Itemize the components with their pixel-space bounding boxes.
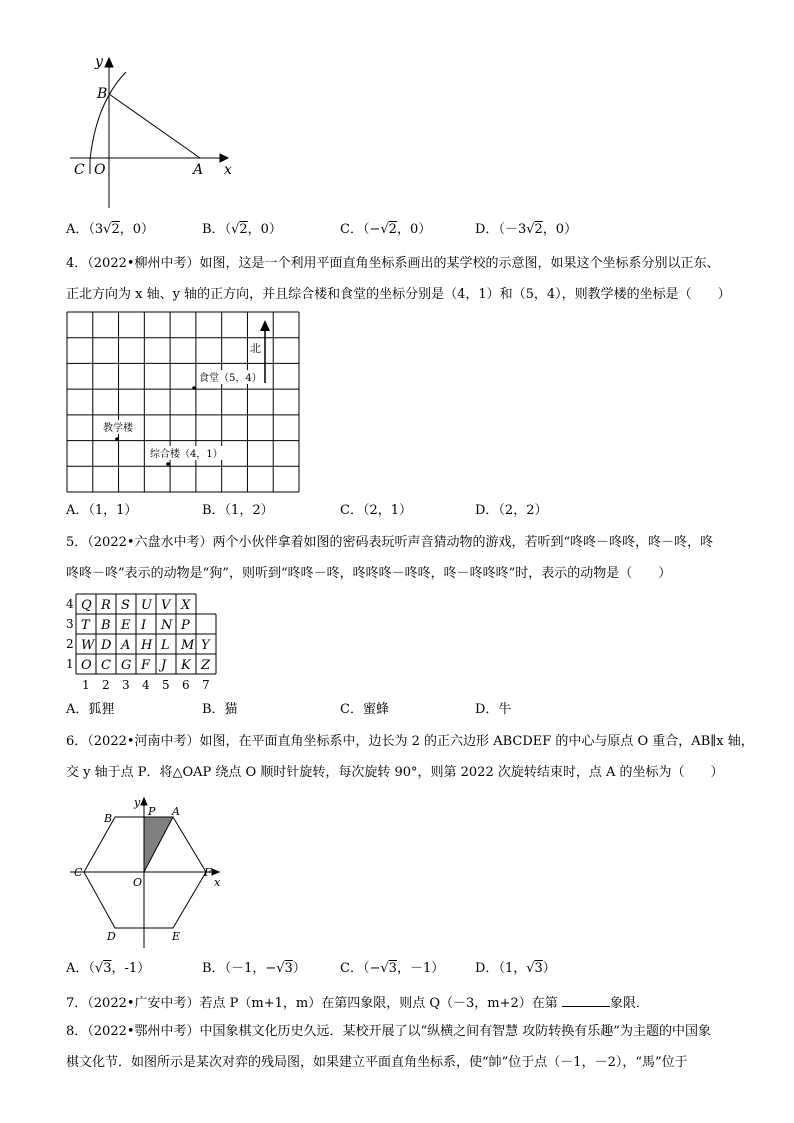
q5-option-b: B．猫 xyxy=(202,702,238,717)
q5-row-number: 4 xyxy=(66,597,74,611)
q3-label-y: y xyxy=(95,54,103,70)
q5-col-number: 4 xyxy=(142,678,150,692)
q6-triangle-oap xyxy=(144,817,173,872)
q3-option-c: C．（−√2，0） xyxy=(340,222,432,237)
q5-cell-letter: L xyxy=(161,638,170,653)
q6-text-line-2: 交 y 轴于点 P．将△OAP 绕点 O 顺时针旋转，每次旋转 90°，则第 2022 次旋转结束时，点 A 的坐标为（ ） xyxy=(66,765,724,780)
q6-option-b: B．（－1，−√3） xyxy=(202,961,306,976)
q3-option-a: A．（3√2，0） xyxy=(66,222,155,237)
q5-cell-letter: N xyxy=(161,618,173,633)
q6-option-a: A．（√3，-1） xyxy=(66,961,151,976)
q5-cell-letter: P xyxy=(181,618,190,633)
q6-option-d: D．（1，√3） xyxy=(475,961,556,976)
q5-col-number: 7 xyxy=(202,678,210,692)
q6-label-p: P xyxy=(148,805,156,818)
q5-cell-letter: W xyxy=(81,638,95,653)
q7-answer-blank[interactable] xyxy=(562,994,610,1007)
q5-cell-letter: T xyxy=(81,618,90,633)
q4-text-line-2: 正北方向为 x 轴、y 轴的正方向，并且综合楼和食堂的坐标分别是（4，1）和（5，4），则教学楼的坐标是（ ） xyxy=(66,287,731,302)
q3-arc xyxy=(90,72,126,174)
q5-cell-letter: C xyxy=(101,658,111,673)
q4-option-c: C．（2，1） xyxy=(340,503,412,518)
q6-label-b: B xyxy=(104,812,113,825)
q5-cell-letter: S xyxy=(121,598,130,613)
q4-canteen-label: 食堂（5，4） xyxy=(199,373,262,384)
q4-complex-label: 综合楼（4，1） xyxy=(150,449,223,460)
q5-text-line-2: 咚咚－咚”表示的动物是“狗”，则听到“咚咚－咚，咚咚咚－咚咚，咚－咚咚咚”时，表示的动物是（ ） xyxy=(66,566,672,581)
q6-y-arrow xyxy=(141,798,147,805)
q5-row-number: 2 xyxy=(66,637,74,651)
q4-teaching-dot xyxy=(115,437,119,441)
q4-north-arrow-head xyxy=(260,320,270,331)
q5-col-number: 3 xyxy=(122,678,130,692)
q5-cell-letter: E xyxy=(121,618,131,633)
q5-cell-letter: F xyxy=(141,658,151,673)
q5-cell-letter: M xyxy=(181,638,195,653)
q5-cell-letter: K xyxy=(181,658,191,673)
q5-col-number: 1 xyxy=(82,678,90,692)
q3-option-d: D．（－3√2，0） xyxy=(475,222,578,237)
q4-option-d: D．（2，2） xyxy=(475,503,548,518)
q6-label-y: y xyxy=(134,796,141,809)
q5-cell-letter: O xyxy=(81,658,92,673)
q3-y-arrow xyxy=(105,58,113,67)
q5-row-number: 3 xyxy=(66,617,74,631)
q5-cell-letter: V xyxy=(161,598,171,613)
q5-cell-letter: B xyxy=(101,618,111,633)
q5-cell-letter: A xyxy=(121,638,131,653)
q5-option-a: A．狐狸 xyxy=(66,702,115,717)
q5-cell-letter: Q xyxy=(81,598,92,613)
q5-col-number: 2 xyxy=(102,678,110,692)
q7-text-post: 象限． xyxy=(609,996,649,1011)
q6-label-e: E xyxy=(172,930,181,943)
q5-option-c: C．蜜蜂 xyxy=(340,702,389,717)
q5-cell-letter: X xyxy=(181,598,191,613)
q3-label-o: O xyxy=(94,162,106,178)
q5-row-number: 1 xyxy=(66,657,74,671)
q6-label-x: x xyxy=(214,876,221,889)
q3-label-c: C xyxy=(74,162,85,178)
q5-col-number: 5 xyxy=(162,678,170,692)
q5-col-number: 6 xyxy=(182,678,190,692)
q4-option-a: A．（1，1） xyxy=(66,503,138,518)
q6-x-arrow xyxy=(212,869,219,875)
q5-table-text xyxy=(66,597,211,692)
q5-cell-letter: I xyxy=(141,618,147,633)
q6-label-c: C xyxy=(74,866,83,879)
q5-text-line-1: 5．（2022•六盘水中考）两个小伙伴拿着如图的密码表玩听声音猜动物的游戏，若听到“咚咚－咚咚，咚－咚，咚 xyxy=(66,535,714,550)
q4-canteen-dot xyxy=(192,386,196,390)
q5-cell-letter: U xyxy=(141,598,152,613)
q8-text-line-2: 棋文化节．如图所示是某次对弈的残局图，如果建立平面直角坐标系，使“帥”位于点（－1，－2），“馬”位于 xyxy=(66,1055,688,1070)
q5-cell-letter: Z xyxy=(201,658,211,673)
q4-option-b: B．（1，2） xyxy=(202,503,274,518)
q3-figure xyxy=(60,48,240,213)
q5-cell-letter: H xyxy=(141,638,153,653)
q5-cell-letter: D xyxy=(101,638,112,653)
q7-text-pre: 7．（2022•广安中考）若点 P（m+1，m）在第四象限，则点 Q（－3，m+2）在第 xyxy=(66,996,562,1011)
q4-grid-lines xyxy=(67,312,299,492)
q6-label-d: D xyxy=(107,930,116,943)
q3-segment-ba xyxy=(109,94,200,158)
q4-school-grid-figure xyxy=(66,311,300,493)
q6-hexagon-figure xyxy=(66,790,236,952)
q5-option-d: D．牛 xyxy=(475,702,512,717)
q5-code-table xyxy=(62,592,222,692)
q4-teaching-label: 教学楼 xyxy=(103,423,133,434)
q4-text-line-1: 4．（2022•柳州中考）如图，这是一个利用平面直角坐标系画出的某学校的示意图，如果这个坐标系分别以正东、 xyxy=(66,256,720,271)
q5-cell-letter: G xyxy=(121,658,132,673)
q3-x-arrow xyxy=(220,154,228,162)
q5-cell-letter: J xyxy=(161,658,167,673)
q6-label-a: A xyxy=(172,805,180,818)
q5-cell-letter: R xyxy=(101,598,111,613)
q6-label-f: F xyxy=(204,866,212,879)
q5-cell-letter: Y xyxy=(201,638,210,653)
q8-text-line-1: 8．（2022•鄂州中考）中国象棋文化历史久远．某校开展了以“纵横之间有智慧 攻防转换有乐趣”为主题的中国象 xyxy=(66,1024,711,1039)
q3-label-b: B xyxy=(97,86,108,102)
q7-text xyxy=(66,994,649,1012)
q4-north-label: 北 xyxy=(250,342,261,355)
q3-label-x: x xyxy=(224,162,232,178)
q6-label-o: O xyxy=(133,876,143,889)
q4-complex-dot xyxy=(166,462,170,466)
q3-label-a: A xyxy=(193,162,204,178)
q6-option-c: C．（−√3，－1） xyxy=(340,961,445,976)
q6-text-line-1: 6．（2022•河南中考）如图，在平面直角坐标系中，边长为 2 的正六边形 ABCDEF 的中心与原点 O 重合，AB∥x 轴， xyxy=(66,734,754,749)
q3-option-b: B．（√2，0） xyxy=(202,222,282,237)
